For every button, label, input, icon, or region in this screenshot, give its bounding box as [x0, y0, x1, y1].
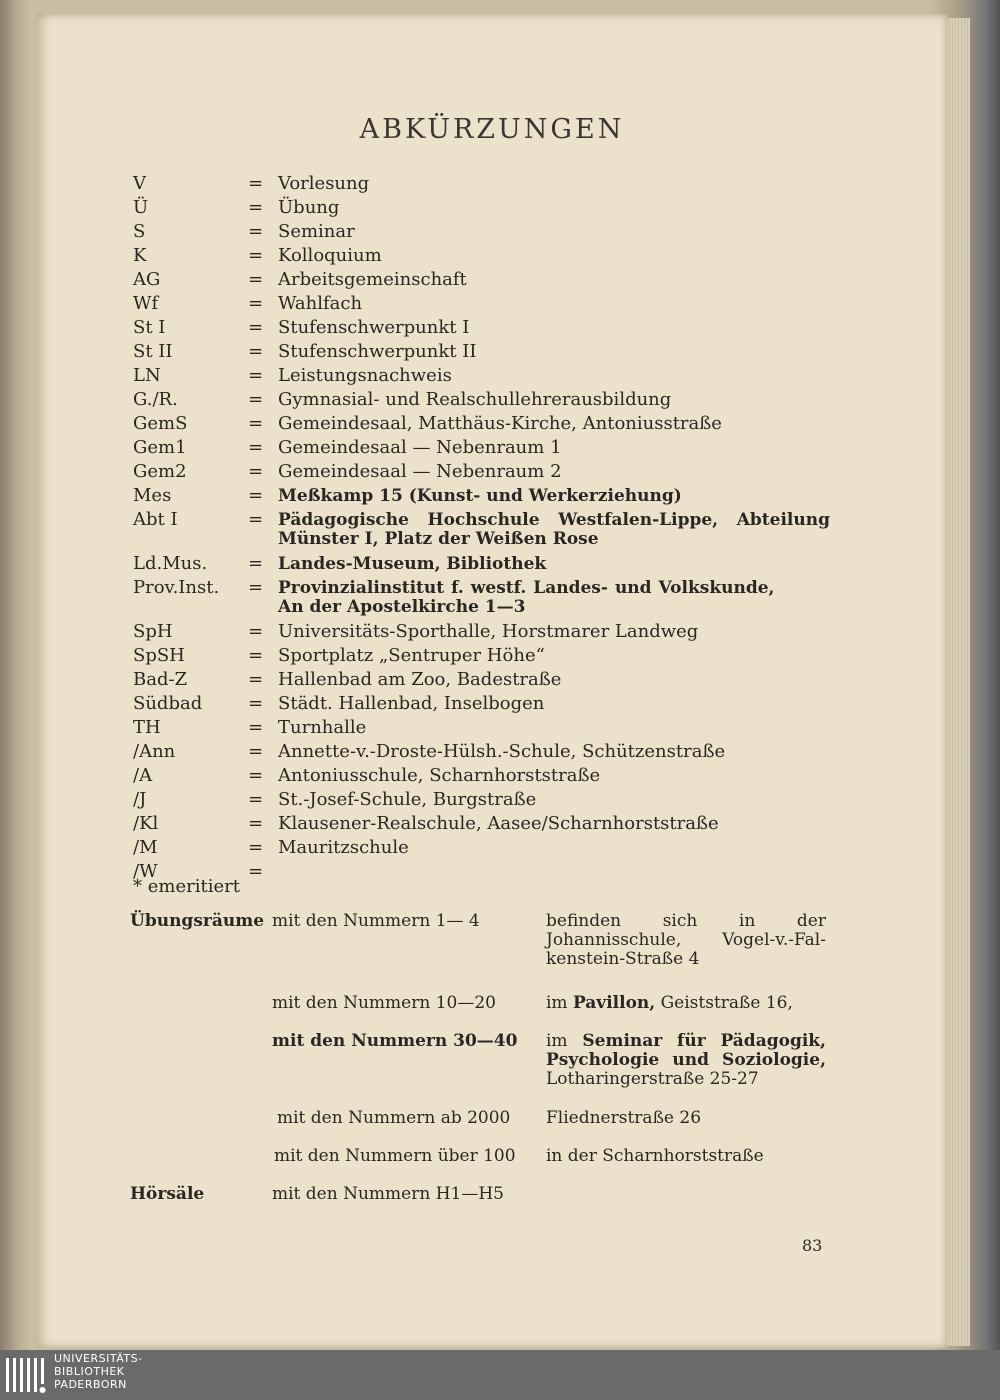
library-logo-icon	[4, 1354, 48, 1396]
abbreviation-term: St I	[133, 317, 166, 338]
abbreviation-definition: Stufenschwerpunkt II	[278, 341, 477, 362]
location-word: Psychologie	[546, 1050, 660, 1070]
room-location-2	[546, 994, 826, 1013]
page-title: ABKÜRZUNGEN	[359, 114, 625, 145]
room-range-3: mit den Nummern 30—40	[272, 1031, 518, 1051]
location-word: sich	[662, 911, 698, 931]
location-prefix: im	[546, 993, 568, 1013]
equals-sign: =	[248, 813, 264, 834]
abbreviation-definition: Sportplatz „Sentruper Höhe“	[278, 645, 545, 666]
abbreviation-definition: Hallenbad am Zoo, Badestraße	[278, 669, 562, 690]
equals-sign: =	[248, 173, 264, 194]
equals-sign: =	[248, 765, 264, 786]
abbreviation-definition: Arbeitsgemeinschaft	[278, 269, 467, 290]
equals-sign: =	[248, 293, 264, 314]
equals-sign: =	[248, 553, 264, 574]
equals-sign: =	[248, 717, 264, 738]
location-line: kenstein-Straße 4	[546, 949, 700, 969]
room-location-1	[546, 912, 826, 969]
abbreviation-definition: Gemeindesaal — Nebenraum 1	[278, 437, 562, 458]
abbreviation-term: TH	[133, 717, 161, 738]
location-bold: Pavillon,	[572, 993, 656, 1013]
equals-sign: =	[248, 789, 264, 810]
equals-sign: =	[248, 621, 264, 642]
room-location-5: in der Scharnhorststraße	[546, 1146, 764, 1166]
abbreviation-definition: Seminar	[278, 221, 355, 242]
library-name-line: UNIVERSITÄTS-	[54, 1352, 143, 1365]
abbreviation-term: AG	[133, 269, 161, 290]
abbreviation-term: /A	[133, 765, 153, 786]
abbreviation-term: Prov.Inst.	[133, 577, 220, 598]
abbreviation-definition	[278, 578, 774, 598]
equals-sign: =	[248, 693, 264, 714]
equals-sign: =	[248, 437, 264, 458]
abbreviation-term: /M	[133, 837, 158, 858]
equals-sign: =	[248, 413, 264, 434]
definition-word: Pädagogische	[278, 510, 409, 530]
equals-sign: =	[248, 197, 264, 218]
abbreviation-term: V	[133, 173, 146, 194]
room-location-3	[546, 1032, 826, 1089]
definition-word: Landes-	[533, 578, 608, 598]
abbreviation-definition: Vorlesung	[278, 173, 370, 194]
equals-sign: =	[248, 269, 264, 290]
abbreviation-definition: Wahlfach	[278, 293, 363, 314]
room-range-5: mit den Nummern über 100	[274, 1146, 516, 1166]
abbreviation-term: Abt I	[133, 509, 178, 530]
definition-word: Volkskunde,	[658, 578, 775, 598]
equals-sign: =	[248, 221, 264, 242]
library-name-line: BIBLIOTHEK	[54, 1365, 125, 1378]
equals-sign: =	[248, 577, 264, 598]
room-range-1: mit den Nummern 1— 4	[272, 911, 480, 931]
location-word: im	[546, 1031, 568, 1051]
location-word: und	[672, 1050, 709, 1070]
equals-sign: =	[248, 341, 264, 362]
abbreviation-term: S	[133, 221, 146, 242]
definition-word: f.	[451, 578, 464, 598]
abbreviation-term: Südbad	[133, 693, 203, 714]
location-rest: Geiststraße 16,	[660, 993, 793, 1013]
definition-word: westf.	[470, 578, 527, 598]
abbreviation-definition: Übung	[278, 197, 340, 218]
room-range-6: mit den Nummern H1—H5	[272, 1184, 504, 1204]
abbreviation-definition: Kolloquium	[278, 245, 382, 266]
location-word: Seminar	[582, 1031, 663, 1051]
abbreviation-term: Ld.Mus.	[133, 553, 208, 574]
abbreviation-definition: Mauritzschule	[278, 837, 409, 858]
abbreviation-term: K	[133, 245, 147, 266]
definition-word: Provinzialinstitut	[278, 578, 445, 598]
abbreviation-definition: Landes-Museum, Bibliothek	[278, 554, 547, 574]
abbreviation-definition: St.-Josef-Schule, Burgstraße	[278, 789, 537, 810]
location-line: Lotharingerstraße 25-27	[546, 1069, 759, 1089]
abbreviation-term: Mes	[133, 485, 172, 506]
definition-word: Westfalen-Lippe,	[558, 510, 719, 530]
abbreviation-term: /J	[133, 789, 147, 810]
location-word: befinden	[546, 911, 622, 931]
abbreviation-term: SpH	[133, 621, 173, 642]
abbreviation-definition: Universitäts-Sporthalle, Horstmarer Landweg	[278, 621, 699, 642]
location-word: Soziologie,	[722, 1050, 826, 1070]
abbreviation-definition: Antoniusschule, Scharnhorststraße	[278, 765, 601, 786]
abbreviation-term: /W	[133, 861, 158, 882]
abbreviation-term: /Kl	[133, 813, 159, 834]
location-word: Johannisschule,	[546, 930, 682, 950]
location-word: der	[796, 911, 826, 931]
abbreviation-definition: Leistungsnachweis	[278, 365, 452, 386]
abbreviation-definition	[278, 510, 830, 530]
location-word: für	[677, 1031, 706, 1051]
abbreviation-definition: Städt. Hallenbad, Inselbogen	[278, 693, 545, 714]
abbreviation-term: SpSH	[133, 645, 185, 666]
library-footer	[0, 1350, 1000, 1400]
uebungsraeume-label: Übungsräume	[130, 911, 265, 931]
library-name	[54, 1352, 143, 1391]
definition-word: Hochschule	[427, 510, 540, 530]
abbreviation-term: /Ann	[133, 741, 176, 762]
equals-sign: =	[248, 461, 264, 482]
abbreviation-term: GemS	[133, 413, 188, 434]
equals-sign: =	[248, 741, 264, 762]
equals-sign: =	[248, 669, 264, 690]
room-location-4: Fliednerstraße 26	[546, 1108, 702, 1128]
abbreviation-term: G./R.	[133, 389, 178, 410]
room-range-2: mit den Nummern 10—20	[272, 993, 496, 1013]
equals-sign: =	[248, 317, 264, 338]
page-number: 83	[802, 1236, 823, 1255]
room-range-4: mit den Nummern ab 2000	[277, 1108, 511, 1128]
book-page	[36, 14, 948, 1348]
location-word: Vogel-v.-Fal-	[722, 930, 826, 950]
equals-sign: =	[248, 485, 264, 506]
abbreviation-term: Ü	[133, 197, 149, 218]
abbreviation-definition: Stufenschwerpunkt I	[278, 317, 470, 338]
equals-sign: =	[248, 509, 264, 530]
abbreviation-term: Wf	[133, 293, 159, 314]
abbreviation-term: Gem2	[133, 461, 187, 482]
equals-sign: =	[248, 861, 264, 882]
equals-sign: =	[248, 645, 264, 666]
library-name-line: PADERBORN	[54, 1378, 127, 1391]
definition-word: Abteilung	[736, 510, 830, 530]
abbreviation-definition: Meßkamp 15 (Kunst- und Werkerziehung)	[278, 486, 682, 506]
abbreviation-term: Bad-Z	[133, 669, 188, 690]
abbreviation-definition-continued: Münster I, Platz der Weißen Rose	[278, 529, 599, 549]
hoersaele-label: Hörsäle	[130, 1184, 205, 1204]
abbreviation-definition: Annette-v.-Droste-Hülsh.-Schule, Schützenstraße	[278, 741, 726, 762]
equals-sign: =	[248, 365, 264, 386]
definition-word: und	[614, 578, 652, 598]
abbreviation-term: LN	[133, 365, 161, 386]
equals-sign: =	[248, 837, 264, 858]
location-line	[546, 912, 826, 931]
abbreviation-definition: Gemeindesaal, Matthäus-Kirche, Antoniusstraße	[278, 413, 722, 434]
location-word: in	[738, 911, 756, 931]
abbreviation-definition: Gemeindesaal — Nebenraum 2	[278, 461, 562, 482]
abbreviation-definition: Klausener-Realschule, Aasee/Scharnhorststraße	[278, 813, 719, 834]
equals-sign: =	[248, 389, 264, 410]
location-line	[546, 931, 826, 950]
footnote-emeritiert: * emeritiert	[133, 876, 240, 897]
location-word: Pädagogik,	[720, 1031, 826, 1051]
abbreviation-definition: Turnhalle	[278, 717, 367, 738]
abbreviation-definition-continued: An der Apostelkirche 1—3	[278, 597, 526, 617]
equals-sign: =	[248, 245, 264, 266]
abbreviation-definition: Gymnasial- und Realschullehrerausbildung	[278, 389, 672, 410]
abbreviation-term: Gem1	[133, 437, 187, 458]
abbreviation-term: St II	[133, 341, 173, 362]
